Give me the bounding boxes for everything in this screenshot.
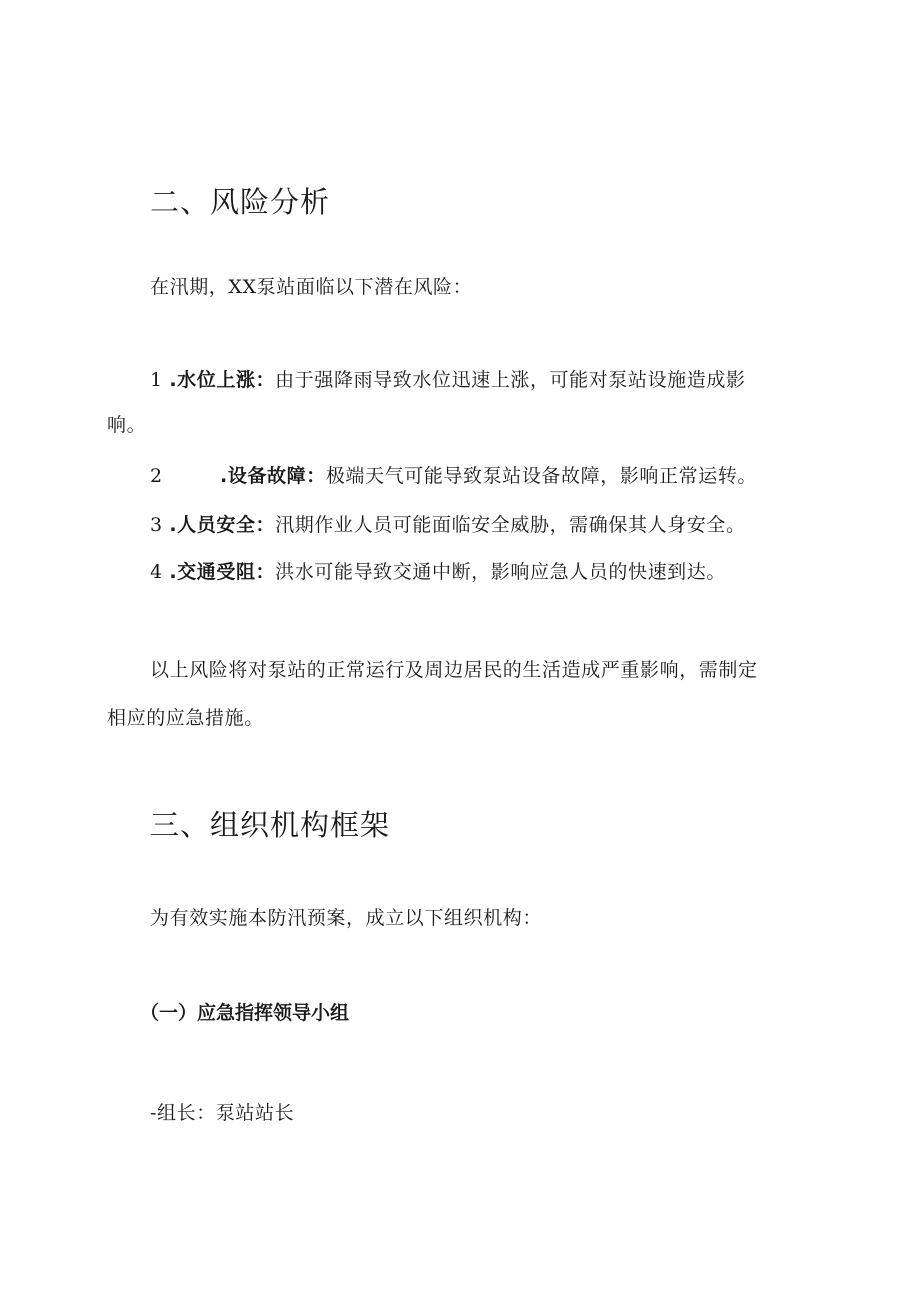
risk-text: 由于强降雨导致水位迅速上涨，可能对泵站设施造成影 bbox=[275, 369, 746, 391]
section-2-intro: 在汛期，XX泵站面临以下潜在风险： bbox=[150, 276, 473, 298]
conclusion-line-1: 以上风险将对泵站的正常运行及周边居民的生活造成严重影响，需制定 bbox=[150, 659, 758, 681]
risk-title: .人员安全： bbox=[169, 514, 276, 536]
risk-title: .水位上涨： bbox=[169, 369, 276, 391]
risk-text: 极端天气可能导致泵站设备故障，影响正常运转。 bbox=[325, 465, 758, 487]
risk-item-1 bbox=[150, 365, 746, 392]
risk-title: .交通受阻： bbox=[169, 561, 276, 583]
section-3-heading: 三、组织机构框架 bbox=[150, 808, 391, 842]
risk-text: 洪水可能导致交通中断，影响应急人员的快速到达。 bbox=[275, 561, 726, 583]
risk-number: 3 bbox=[150, 514, 163, 536]
risk-number: 4 bbox=[150, 561, 163, 583]
risk-number: 2 bbox=[150, 465, 163, 487]
list-item: -组长：泵站站长 bbox=[150, 1102, 295, 1124]
risk-number: 1 bbox=[150, 369, 163, 391]
subsection-heading: （一）应急指挥领导小组 bbox=[140, 1002, 350, 1024]
risk-item-3 bbox=[150, 510, 746, 537]
conclusion-line-2: 相应的应急措施。 bbox=[107, 707, 264, 729]
risk-text: 汛期作业人员可能面临安全威胁，需确保其人身安全。 bbox=[275, 514, 746, 536]
risk-item-2 bbox=[150, 461, 757, 488]
risk-item-1-continuation: 响。 bbox=[107, 414, 147, 436]
section-2-heading: 二、风险分析 bbox=[150, 185, 331, 219]
risk-title: .设备故障： bbox=[220, 465, 326, 487]
risk-item-4 bbox=[150, 557, 726, 584]
section-3-intro: 为有效实施本防汛预案，成立以下组织机构： bbox=[150, 907, 543, 929]
